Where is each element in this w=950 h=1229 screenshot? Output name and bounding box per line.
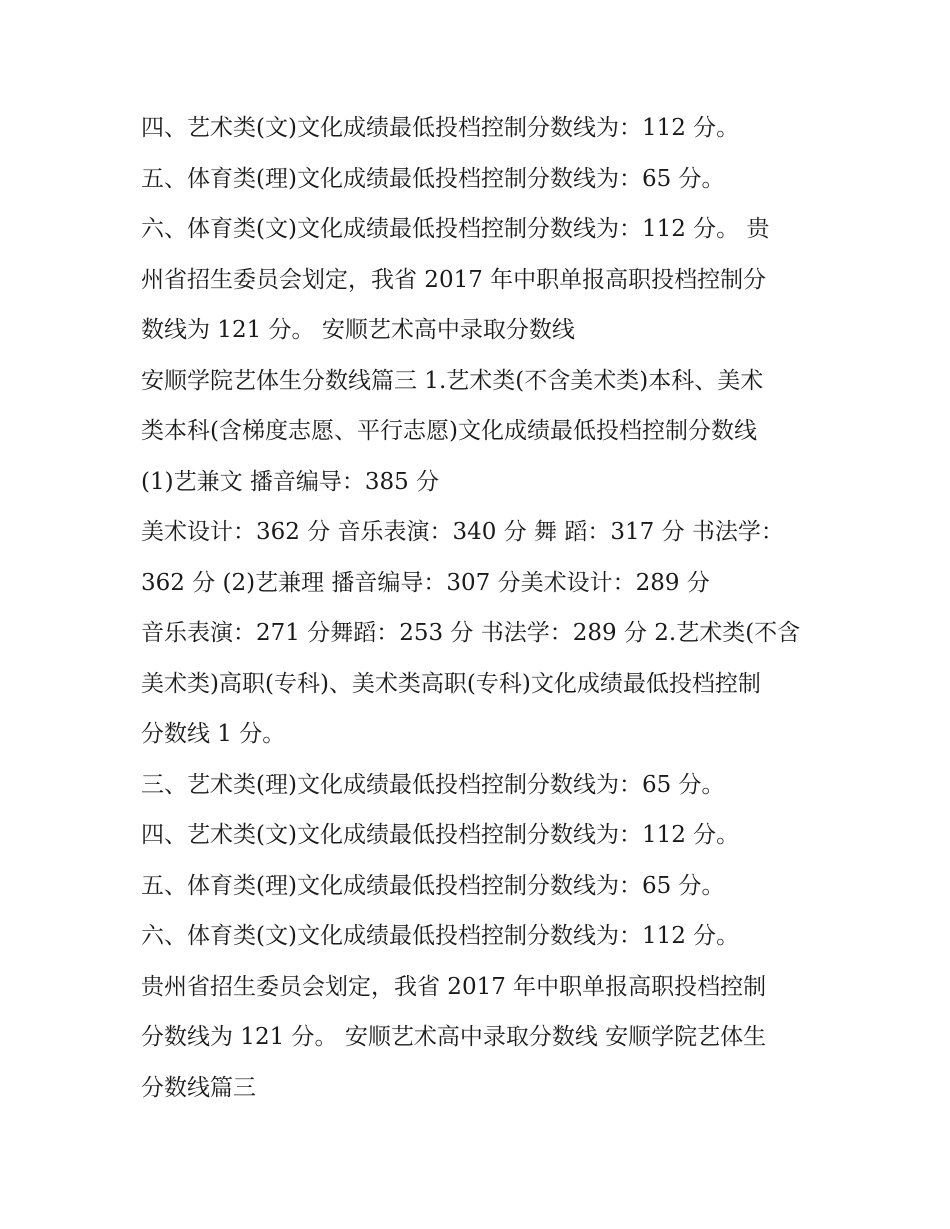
- text-line: 类本科(含梯度志愿、平行志愿)文化成绩最低投档控制分数线: [141, 418, 757, 444]
- document-page: [141, 103, 831, 1113]
- text-line: 数线为 121 分。 安顺艺术高中录取分数线: [141, 317, 575, 343]
- text-line: 四、艺术类(文)文化成绩最低投档控制分数线为：112 分。: [141, 822, 740, 848]
- text-line: 分数线为 121 分。 安顺艺术高中录取分数线 安顺学院艺体生: [141, 1024, 767, 1050]
- text-line: 美术设计：362 分 音乐表演：340 分 舞 蹈：317 分 书法学：: [141, 519, 784, 545]
- text-line: 五、体育类(理)文化成绩最低投档控制分数线为：65 分。: [141, 872, 725, 899]
- text-line: 分数线篇三: [141, 1074, 256, 1101]
- text-line: 音乐表演：271 分舞蹈：253 分 书法学：289 分 2.艺术类(不含: [141, 620, 801, 646]
- text-line: 三、艺术类(理)文化成绩最低投档控制分数线为：65 分。: [141, 771, 725, 798]
- text-line: 362 分 (2)艺兼理 播音编导：307 分美术设计：289 分: [141, 569, 710, 596]
- text-line: 分数线 1 分。: [141, 721, 286, 747]
- text-line: 四、艺术类(文)文化成绩最低投档控制分数线为：112 分。: [141, 115, 740, 141]
- text-line: 五、体育类(理)文化成绩最低投档控制分数线为：65 分。: [141, 165, 725, 192]
- text-line: 州省招生委员会划定，我省 2017 年中职单报高职投档控制分: [141, 266, 767, 293]
- text-line: 美术类)高职(专科)、美术类高职(专科)文化成绩最低投档控制: [141, 670, 761, 697]
- text-line: 安顺学院艺体生分数线篇三 1.艺术类(不含美术类)本科、美术: [141, 367, 764, 394]
- text-line: 贵州省招生委员会划定，我省 2017 年中职单报高职投档控制: [141, 973, 767, 1000]
- text-line: 六、体育类(文)文化成绩最低投档控制分数线为：112 分。 贵: [141, 216, 770, 242]
- text-line: 六、体育类(文)文化成绩最低投档控制分数线为：112 分。: [141, 923, 740, 949]
- text-line: (1)艺兼文 播音编导：385 分: [141, 468, 440, 495]
